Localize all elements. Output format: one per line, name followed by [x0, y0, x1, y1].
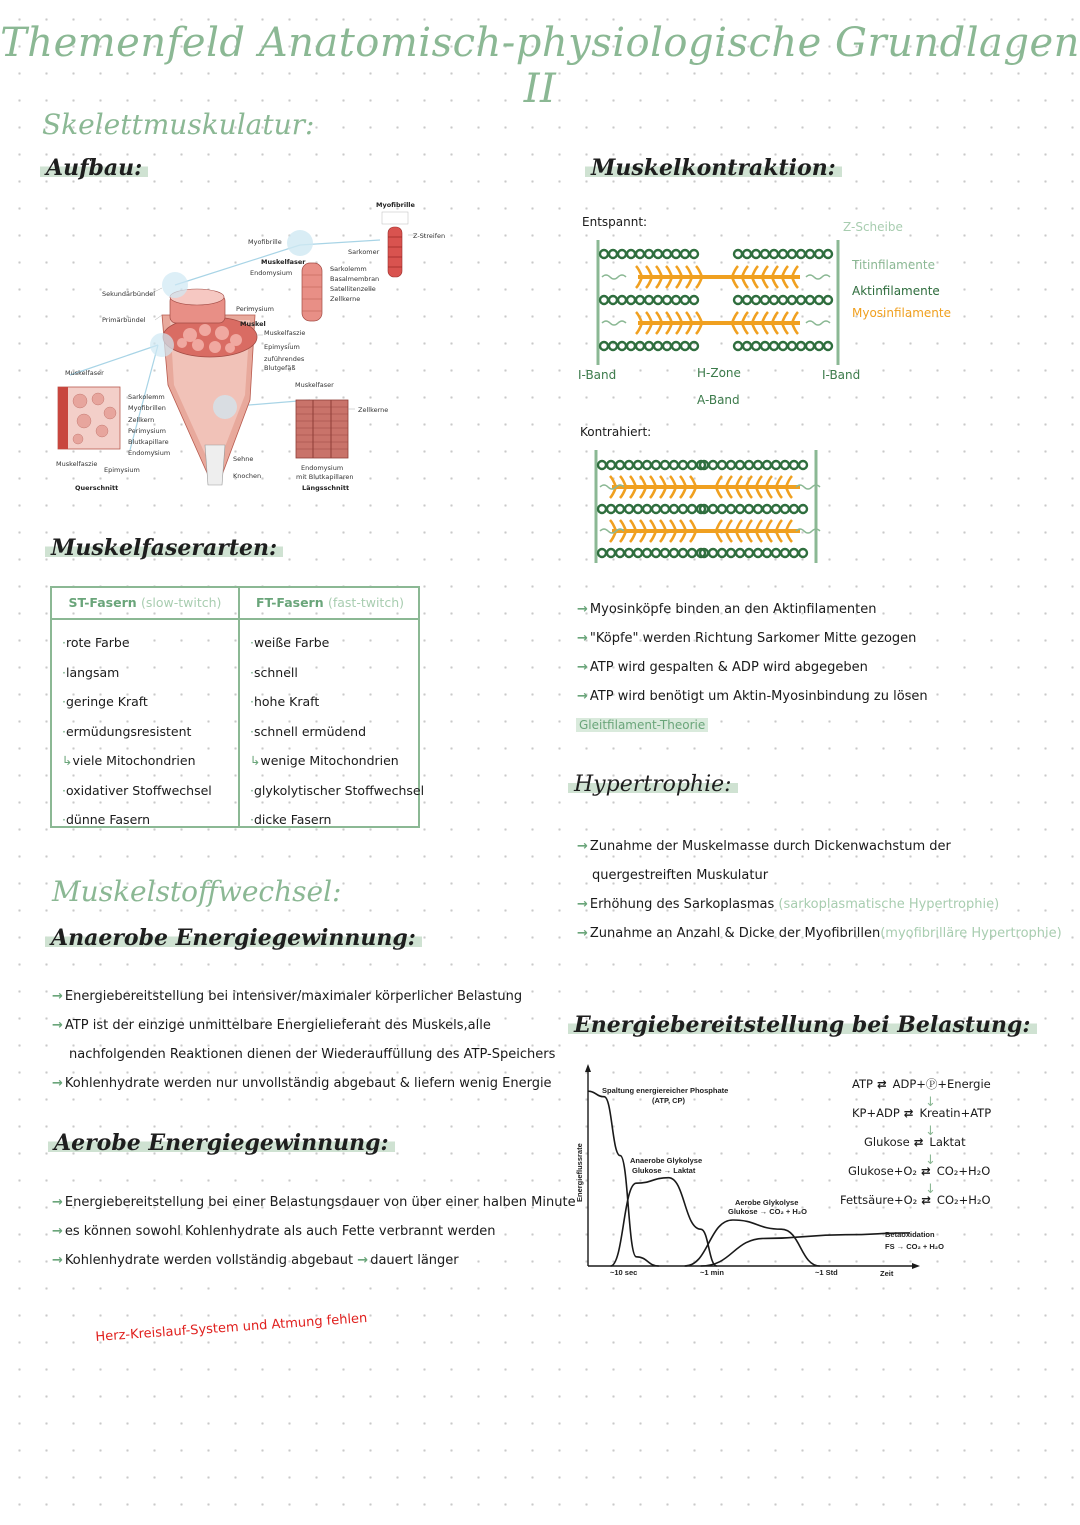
label-muskelfaser-left: Muskelfaser: [65, 369, 104, 377]
label-perimysium: Perimysium: [236, 305, 274, 313]
label-blutkapillare-left: Blutkapillare: [128, 438, 169, 446]
label-sehne: Sehne: [233, 455, 254, 463]
kontraktion-item: → Myosinköpfe binden an den Aktinfilamenten: [577, 602, 877, 617]
st-row: ·oxidativer Stoffwechsel: [62, 782, 212, 798]
titin-filament: [602, 321, 626, 325]
label-endomysium: Endomysium: [250, 269, 293, 277]
ft-row: ·hohe Kraft: [250, 694, 320, 709]
heading-muskelstoffwechsel: Muskelstoffwechsel:: [52, 875, 342, 908]
label-i-band-right: I-Band: [822, 368, 861, 382]
st-row: ·rote Farbe: [62, 635, 130, 650]
label-myofibrille-top: Myofibrille: [376, 201, 415, 209]
muscle-anatomy-figure: [50, 195, 460, 500]
myosin-filament: [610, 476, 800, 498]
series-label-beta: Betaoxidation: [885, 1230, 935, 1239]
series-sub-phosphate: (ATP, CP): [652, 1096, 686, 1105]
label-sarkolemm: Sarkolemm: [330, 265, 367, 273]
kontraktion-item: → ATP wird gespalten & ADP wird abgegeben: [577, 660, 868, 675]
series-label-anaerob: Anaerobe Glykolyse: [630, 1156, 703, 1165]
label-blutgefaess: Blutgefäß: [264, 364, 296, 372]
heading-energiebereitstellung: Energiebereitstellung bei Belastung:: [568, 1012, 1037, 1038]
aerob-item: → Energiebereitstellung bei einer Belastungsdauer von über einer halben Minute: [52, 1195, 576, 1210]
ft-row: ·weiße Farbe: [250, 635, 330, 650]
ft-row: ·schnell ermüdend: [250, 723, 367, 739]
red-note: Herz-Kreislauf-System und Atmung fehlen: [95, 1310, 368, 1345]
actin-filament: [600, 296, 698, 304]
st-row: ↳viele Mitochondrien: [62, 753, 196, 768]
series-line: [588, 1091, 659, 1266]
y-axis-label: Energieflussrate: [575, 1143, 584, 1202]
hypertrophie-item: → Zunahme an Anzahl & Dicke der Myofibrillen(myofibrilläre Hypertrophie): [577, 926, 1062, 941]
label-zellkerne: Zellkerne: [330, 295, 361, 303]
ft-row: ·glykolytischer Stoffwechsel: [250, 782, 425, 798]
page-title: Themenfeld Anatomisch-physiologische Grundlagen II: [0, 20, 1080, 112]
actin-filament: [598, 461, 705, 469]
down-arrow-icon: ↓: [925, 1095, 936, 1110]
series-label-phosphate: Spaltung energiereicher Phosphate: [602, 1086, 729, 1095]
label-epimysium: Epimysium: [264, 343, 300, 351]
heading-muskelfaserarten: Muskelfaserarten:: [45, 535, 283, 561]
label-myosinfilamente: Myosinfilamente: [852, 306, 951, 320]
ft-header: FT-Fasern (fast-twitch): [240, 588, 420, 620]
label-mit-blutkapillaren: mit Blutkapillaren: [296, 473, 354, 481]
kontraktion-list: [577, 595, 1057, 711]
label-epimysium-left: Epimysium: [104, 466, 140, 474]
label-entspannt: Entspannt:: [582, 215, 648, 229]
sarcomere-relaxed: [578, 230, 848, 380]
fibre-type-table: [50, 586, 425, 828]
label-sarkomer: Sarkomer: [348, 248, 380, 256]
label-endomysium-right: Endomysium: [301, 464, 344, 472]
anaerob-item: → Energiebereitstellung bei intensiver/maximaler körperlicher Belastung: [52, 989, 523, 1004]
kontraktion-item: → ATP wird benötigt um Aktin-Myosinbindung zu lösen: [577, 689, 928, 704]
x-tick-label: ~10 sec: [610, 1268, 638, 1277]
equation-row: Glukose ⇄ Laktat: [864, 1135, 966, 1149]
actin-filament: [700, 461, 807, 469]
equation-row: KP+ADP ⇄ Kreatin+ATP: [852, 1106, 992, 1120]
kontraktion-item: → "Köpfe" werden Richtung Sarkomer Mitte gezogen: [577, 631, 917, 646]
label-titinfilamente: Titinfilamente: [852, 258, 935, 272]
heading-skelettmuskulatur: Skelettmuskulatur:: [42, 108, 315, 141]
equation-row: Fettsäure+O₂ ⇄ CO₂+H₂O: [840, 1193, 991, 1207]
series-line: [701, 1233, 910, 1266]
label-zufuehrende: zuführendes: [264, 355, 305, 363]
label-laengsschnitt: Längsschnitt: [302, 484, 350, 492]
label-querschnitt: Querschnitt: [75, 484, 119, 492]
gleitfilament-theorie: Gleitfilament-Theorie: [576, 718, 708, 732]
actin-filament: [734, 250, 832, 258]
titin-filament: [602, 275, 626, 279]
myosin-filament: [636, 312, 800, 334]
label-z-streifen: Z-Streifen: [413, 232, 446, 240]
actin-filament: [700, 549, 807, 557]
x-axis-label: Zeit: [880, 1269, 894, 1278]
series-label-aerob: Aerobe Glykolyse: [735, 1198, 799, 1207]
sarcomere-relaxed-drawing: [578, 230, 848, 380]
label-kontrahiert: Kontrahiert:: [580, 425, 652, 439]
label-aktinfilamente: Aktinfilamente: [852, 284, 940, 298]
series-sub-beta: FS → CO₂ + H₂O: [885, 1242, 944, 1251]
label-myofibrillen-left: Myofibrillen: [128, 404, 166, 412]
hypertrophie-item: quergestreiften Muskulatur: [592, 868, 769, 883]
anaerob-item: nachfolgenden Reaktionen dienen der Wiederauffüllung des ATP-Speichers: [69, 1047, 556, 1062]
label-myofibrille: Myofibrille: [248, 238, 282, 246]
x-tick-label: ~1 min: [700, 1268, 724, 1277]
hypertrophie-item: → Erhöhung des Sarkoplasmas (sarkoplasmatische Hypertrophie): [577, 897, 1000, 912]
actin-filament: [600, 342, 698, 350]
label-satellitenzelle: Satellitenzelle: [330, 285, 376, 293]
equation-row: ATP ⇄ ADP+Ⓟ+Energie: [852, 1077, 991, 1091]
label-h-zone: H-Zone: [697, 366, 741, 380]
label-zellkerne-right: Zellkerne: [358, 406, 389, 414]
actin-filament: [598, 505, 705, 513]
myosin-filament: [636, 266, 800, 288]
heading-hypertrophie: Hypertrophie:: [568, 772, 738, 797]
series-sub-anaerob: Glukose → Laktat: [632, 1166, 696, 1175]
down-arrow-icon: ↓: [925, 1124, 936, 1139]
heading-anaerob: Anaerobe Energiegewinnung:: [45, 925, 422, 951]
ft-row: ·schnell: [250, 664, 298, 680]
myosin-filament: [610, 520, 800, 542]
hypertrophie-item: → Zunahme der Muskelmasse durch Dickenwachstum der: [577, 839, 951, 854]
label-zellkern-left: Zellkern: [128, 416, 155, 424]
titin-filament: [806, 275, 830, 279]
label-knochen: Knochen: [233, 472, 262, 480]
equation-arrows: [925, 1088, 936, 1204]
x-tick-label: ~1 Std: [815, 1268, 838, 1277]
series-sub-aerob: Glukose → CO₂ + H₂O: [728, 1207, 807, 1216]
aerob-item: → es können sowohl Kohlenhydrate als auch Fette verbrannt werden: [52, 1224, 496, 1239]
label-muskel: Muskel: [240, 320, 266, 328]
label-muskelfaszie-left: Muskelfaszie: [56, 460, 98, 468]
label-z-scheibe: Z-Scheibe: [843, 220, 903, 234]
st-header: ST-Fasern (slow-twitch): [52, 588, 238, 620]
ft-column: [240, 588, 425, 827]
label-muskelfaszie: Muskelfaszie: [264, 329, 306, 337]
label-muskelfaser: Muskelfaser: [261, 258, 306, 266]
heading-muskelkontraktion: Muskelkontraktion:: [585, 155, 842, 181]
energy-equations: [840, 1070, 1040, 1215]
ft-row: ↳wenige Mitochondrien: [250, 753, 399, 768]
actin-filament: [600, 250, 698, 258]
st-row: ·ermüdungsresistent: [62, 723, 192, 739]
sarcomere-contracted-drawing: [578, 445, 828, 570]
label-a-band: A-Band: [697, 393, 740, 407]
equation-row: Glukose+O₂ ⇄ CO₂+H₂O: [848, 1164, 991, 1178]
titin-filament: [806, 321, 830, 325]
label-muskelfaser-right: Muskelfaser: [295, 381, 334, 389]
actin-filament: [700, 505, 807, 513]
hypertrophie-list: [577, 832, 1067, 948]
label-endomysium-left: Endomysium: [128, 449, 171, 457]
st-row: ·langsam: [62, 664, 120, 680]
st-row: ·geringe Kraft: [62, 694, 148, 709]
label-primaerbuendel: Primärbündel: [102, 316, 146, 324]
down-arrow-icon: ↓: [925, 1153, 936, 1168]
label-sarkolemm-left: Sarkolemm: [128, 393, 165, 401]
aerob-list: [52, 1188, 576, 1275]
anaerob-list: [52, 982, 556, 1098]
label-i-band-left: I-Band: [578, 368, 617, 382]
st-row: ·dünne Fasern: [62, 812, 151, 827]
series-line: [685, 1220, 820, 1266]
actin-filament: [598, 549, 705, 557]
ft-row: ·dicke Fasern: [250, 812, 332, 827]
label-basalmembran: Basalmembran: [330, 275, 380, 283]
st-column: [52, 588, 240, 826]
heading-aufbau: Aufbau:: [40, 155, 148, 181]
actin-filament: [734, 296, 832, 304]
label-sekundaerbuendel: Sekundärbündel: [102, 290, 156, 298]
actin-filament: [734, 342, 832, 350]
anaerob-item: → ATP ist der einzige unmittelbare Energielieferant des Muskels,alle: [52, 1018, 491, 1033]
label-perimysium-left: Perimysium: [128, 427, 166, 435]
anaerob-item: → Kohlenhydrate werden nur unvollständig abgebaut & liefern wenig Energie: [52, 1076, 552, 1091]
down-arrow-icon: ↓: [925, 1182, 936, 1197]
sarcomere-contracted: [578, 445, 828, 570]
aerob-item: → Kohlenhydrate werden vollständig abgebaut → dauert länger: [52, 1253, 459, 1268]
heading-aerob: Aerobe Energiegewinnung:: [48, 1130, 395, 1156]
